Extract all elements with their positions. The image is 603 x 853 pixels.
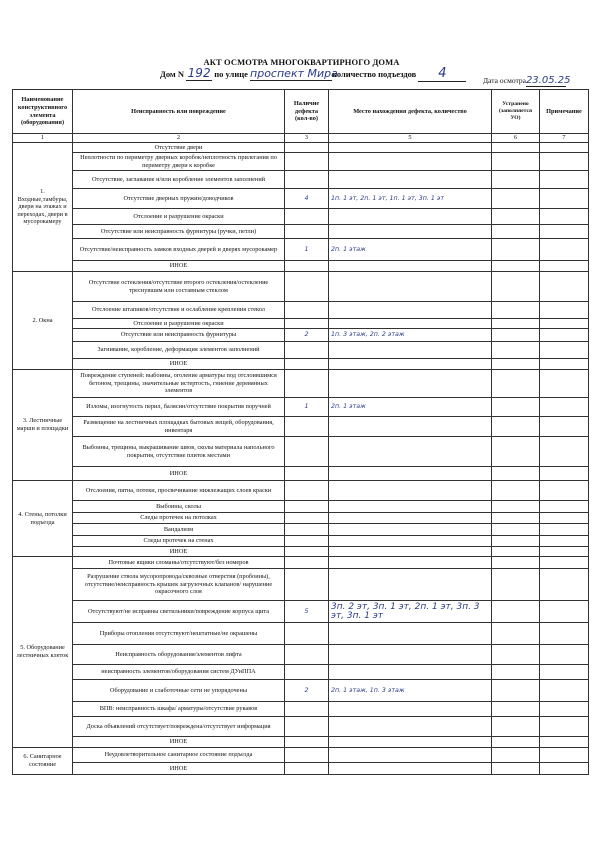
note-cell xyxy=(540,209,589,225)
defect-cell: Отсутствие/неисправность замков входных дверей и дверях мусорокамер xyxy=(73,239,285,261)
location-cell: 2п. 1 этаж, 1п. 3 этаж xyxy=(329,680,492,702)
count-cell xyxy=(285,171,329,189)
table-row xyxy=(13,601,589,623)
count-cell xyxy=(285,569,329,601)
table-row xyxy=(13,359,589,370)
count-cell xyxy=(285,143,329,153)
document-title: АКТ ОСМОТРА МНОГОКВАРТИРНОГО ДОМА xyxy=(203,57,400,67)
count-cell xyxy=(285,319,329,329)
fixed-cell xyxy=(492,209,540,225)
count-cell xyxy=(285,261,329,272)
location-cell xyxy=(329,665,492,680)
table-row xyxy=(13,370,589,398)
location-cell xyxy=(329,623,492,645)
location-cell xyxy=(329,417,492,437)
table-header-row xyxy=(13,90,589,134)
location-cell: 3п. 2 эт, 3п. 1 эт, 2п. 1 эт, 3п. 3 эт, 3п. 1 эт xyxy=(329,601,492,623)
fixed-cell xyxy=(492,645,540,665)
location-cell xyxy=(329,302,492,319)
entrances-value: 4 xyxy=(418,66,466,82)
defect-cell: Отсутствуют/не исправны светильники/повреждение корпуса щита xyxy=(73,601,285,623)
fixed-cell xyxy=(492,481,540,501)
defect-cell: Размещение на лестничных площадках бытовых вещей, оборудования, инвентаря xyxy=(73,417,285,437)
note-cell xyxy=(540,171,589,189)
fixed-cell xyxy=(492,623,540,645)
fixed-cell xyxy=(492,171,540,189)
column-number-row xyxy=(13,134,589,143)
table-row xyxy=(13,437,589,467)
fixed-cell xyxy=(492,302,540,319)
table-row xyxy=(13,702,589,717)
fixed-cell xyxy=(492,557,540,569)
table-row xyxy=(13,171,589,189)
table-row xyxy=(13,763,589,775)
count-cell: 1 xyxy=(285,239,329,261)
defect-cell: Вандализм xyxy=(73,524,285,536)
defect-cell: ИНОЕ xyxy=(73,467,285,481)
col-number: 5 xyxy=(329,134,492,143)
table-body xyxy=(13,143,589,775)
table-row xyxy=(13,189,589,209)
note-cell xyxy=(540,665,589,680)
location-cell: 2п. 1 этаж xyxy=(329,239,492,261)
count-cell: 5 xyxy=(285,601,329,623)
table-row xyxy=(13,680,589,702)
note-cell xyxy=(540,467,589,481)
defect-cell: Почтовые ящики сломаны/отсутствуют/без номеров xyxy=(73,557,285,569)
table-row xyxy=(13,239,589,261)
table-row xyxy=(13,272,589,302)
count-cell xyxy=(285,302,329,319)
note-cell xyxy=(540,153,589,171)
count-cell: 2 xyxy=(285,680,329,702)
location-cell xyxy=(329,225,492,239)
table-row xyxy=(13,209,589,225)
note-cell xyxy=(540,645,589,665)
note-cell xyxy=(540,717,589,737)
street-value: проспект Мира xyxy=(250,67,338,80)
defect-cell: Отсутствие, заглавание и/или коробление элементов заполнений xyxy=(73,171,285,189)
count-cell xyxy=(285,763,329,775)
note-cell xyxy=(540,319,589,329)
fixed-cell xyxy=(492,342,540,359)
table-row xyxy=(13,342,589,359)
fixed-cell xyxy=(492,717,540,737)
note-cell xyxy=(540,524,589,536)
count-cell xyxy=(285,153,329,171)
location-cell xyxy=(329,171,492,189)
note-cell xyxy=(540,569,589,601)
defect-cell: Следы протечек на стенах xyxy=(73,536,285,547)
location-cell xyxy=(329,272,492,302)
note-cell xyxy=(540,702,589,717)
location-cell: 1п. 1 эт, 2п. 1 эт, 1п. 1 эт, 3п. 1 эт xyxy=(329,189,492,209)
location-cell xyxy=(329,261,492,272)
count-cell xyxy=(285,501,329,513)
note-cell xyxy=(540,272,589,302)
fixed-cell xyxy=(492,501,540,513)
defect-cell: Отсутствие или неисправность фурнитуры xyxy=(73,329,285,342)
defects-table xyxy=(12,89,589,775)
fixed-cell xyxy=(492,319,540,329)
note-cell xyxy=(540,623,589,645)
defect-cell: Отслоения, пятна, потеки, просвечивание нижлежащих слоев краски xyxy=(73,481,285,501)
table-row xyxy=(13,143,589,153)
table-row xyxy=(13,536,589,547)
count-cell xyxy=(285,702,329,717)
fixed-cell xyxy=(492,359,540,370)
fixed-cell xyxy=(492,398,540,417)
note-cell xyxy=(540,547,589,557)
fixed-cell xyxy=(492,370,540,398)
fixed-cell xyxy=(492,702,540,717)
note-cell xyxy=(540,189,589,209)
section-name: 2. Окна xyxy=(13,272,73,370)
defect-cell: Изломы, изогнутость перил, балясин/отсутствие покрытия поручней xyxy=(73,398,285,417)
count-cell xyxy=(285,748,329,763)
table-row xyxy=(13,623,589,645)
note-cell xyxy=(540,481,589,501)
table-row xyxy=(13,645,589,665)
defect-cell: Приборы отопления отсутствуют/нештатные/не окрашены xyxy=(73,623,285,645)
fixed-cell xyxy=(492,329,540,342)
location-cell xyxy=(329,645,492,665)
count-cell xyxy=(285,370,329,398)
fixed-cell xyxy=(492,569,540,601)
note-cell xyxy=(540,342,589,359)
fixed-cell xyxy=(492,680,540,702)
count-cell xyxy=(285,623,329,645)
defect-cell: Неудовлетворительное санитарное состояние подъезда xyxy=(73,748,285,763)
defect-cell: ИНОЕ xyxy=(73,763,285,775)
note-cell xyxy=(540,513,589,524)
fixed-cell xyxy=(492,737,540,748)
fixed-cell xyxy=(492,748,540,763)
location-cell xyxy=(329,370,492,398)
table-row xyxy=(13,557,589,569)
note-cell xyxy=(540,536,589,547)
fixed-cell xyxy=(492,513,540,524)
defect-cell: Неплотности по периметру дверных коробок/неплотность прилегания по периметру двери к коробке xyxy=(73,153,285,171)
table-row xyxy=(13,153,589,171)
note-cell xyxy=(540,737,589,748)
table-row xyxy=(13,302,589,319)
count-cell xyxy=(285,665,329,680)
table-row xyxy=(13,481,589,501)
location-cell xyxy=(329,569,492,601)
table-row xyxy=(13,417,589,437)
count-cell: 4 xyxy=(285,189,329,209)
count-cell: 2 xyxy=(285,329,329,342)
defect-cell: Следы протечек на потолках xyxy=(73,513,285,524)
note-cell xyxy=(540,359,589,370)
entrances-label: количество подъездов xyxy=(332,69,417,79)
note-cell xyxy=(540,239,589,261)
fixed-cell xyxy=(492,143,540,153)
fixed-cell xyxy=(492,763,540,775)
fixed-cell xyxy=(492,547,540,557)
note-cell xyxy=(540,763,589,775)
table-row xyxy=(13,319,589,329)
count-cell xyxy=(285,467,329,481)
table-row xyxy=(13,748,589,763)
count-cell xyxy=(285,481,329,501)
section-name: 5. Оборудование лестничных клеток xyxy=(13,557,73,748)
defect-cell: ИНОЕ xyxy=(73,261,285,272)
count-cell: 1 xyxy=(285,398,329,417)
date-label: Дата осмотра xyxy=(483,76,526,85)
defect-cell: неисправность элементов/оборудования систем ДУиППА xyxy=(73,665,285,680)
col-number: 7 xyxy=(540,134,589,143)
fixed-cell xyxy=(492,225,540,239)
defect-cell: Отслоение и разрушение окраски xyxy=(73,319,285,329)
defect-cell: Отсутствие остекления/отсутствие второго остекления/остекление треснувшим или составным стеклом xyxy=(73,272,285,302)
fixed-cell xyxy=(492,261,540,272)
table-row xyxy=(13,513,589,524)
location-cell xyxy=(329,702,492,717)
note-cell xyxy=(540,501,589,513)
fixed-cell xyxy=(492,417,540,437)
location-cell xyxy=(329,143,492,153)
note-cell xyxy=(540,329,589,342)
defect-cell: ИНОЕ xyxy=(73,737,285,748)
col-number: 6 xyxy=(492,134,540,143)
location-cell xyxy=(329,501,492,513)
note-cell xyxy=(540,748,589,763)
count-cell xyxy=(285,536,329,547)
fixed-cell xyxy=(492,536,540,547)
location-cell xyxy=(329,524,492,536)
section-name: 4. Стены, потолки подъезда xyxy=(13,481,73,557)
defect-cell: Выбоины, трещины, выкрашивание швов, сколы материала напольного покрытия, отсутствие плиток местами xyxy=(73,437,285,467)
count-cell xyxy=(285,557,329,569)
fixed-cell xyxy=(492,272,540,302)
col-header-defect: Неисправность или повреждение xyxy=(73,90,285,134)
defect-cell: Отсутствие двери xyxy=(73,143,285,153)
fixed-cell xyxy=(492,153,540,171)
section-name: 6. Санитарное состояние xyxy=(13,748,73,775)
count-cell xyxy=(285,513,329,524)
location-cell xyxy=(329,748,492,763)
count-cell xyxy=(285,417,329,437)
col-header-element: Наименование конструктивного элемента (оборудования) xyxy=(13,90,73,134)
count-cell xyxy=(285,272,329,302)
col-header-note: Примечание xyxy=(540,90,589,134)
note-cell xyxy=(540,370,589,398)
house-info-line xyxy=(160,66,466,82)
location-cell xyxy=(329,359,492,370)
defect-cell: Доска объявлений отсутствует/повреждена/отсутствует информация xyxy=(73,717,285,737)
col-header-location: Место нахождения дефекта, количество xyxy=(329,90,492,134)
date-value: 23.05.25 xyxy=(525,75,571,86)
table-row xyxy=(13,261,589,272)
col-number: 1 xyxy=(13,134,73,143)
location-cell xyxy=(329,481,492,501)
table-row xyxy=(13,665,589,680)
location-cell xyxy=(329,342,492,359)
defect-cell: Загнивание, коробление, деформация элементов заполнений xyxy=(73,342,285,359)
location-cell xyxy=(329,437,492,467)
section-name: 3. Лестничные марши и площадки xyxy=(13,370,73,481)
count-cell xyxy=(285,359,329,370)
note-cell xyxy=(540,261,589,272)
note-cell xyxy=(540,225,589,239)
col-header-fixed: Устранено (заполняется УО) xyxy=(492,90,540,134)
fixed-cell xyxy=(492,239,540,261)
street-label: по улице xyxy=(214,69,248,79)
inspection-date xyxy=(483,75,571,87)
location-cell xyxy=(329,513,492,524)
col-number: 2 xyxy=(73,134,285,143)
table-row xyxy=(13,569,589,601)
defect-cell: Отсутствие или неисправность фурнитуры (ручки, петли) xyxy=(73,225,285,239)
defect-cell: Отслоение штапиков/отсутствие и ослабление крепления стекол xyxy=(73,302,285,319)
defect-cell: ВПВ: неисправность шкафа/ арматуры/отсутствие рукавов xyxy=(73,702,285,717)
house-number: 192 xyxy=(187,66,211,80)
count-cell xyxy=(285,209,329,225)
count-cell xyxy=(285,225,329,239)
note-cell xyxy=(540,143,589,153)
table-row xyxy=(13,329,589,342)
location-cell xyxy=(329,536,492,547)
count-cell xyxy=(285,342,329,359)
count-cell xyxy=(285,717,329,737)
note-cell xyxy=(540,437,589,467)
location-cell xyxy=(329,547,492,557)
location-cell xyxy=(329,763,492,775)
fixed-cell xyxy=(492,189,540,209)
defect-cell: Отслоение и разрушение окраски xyxy=(73,209,285,225)
note-cell xyxy=(540,302,589,319)
location-cell xyxy=(329,209,492,225)
count-cell xyxy=(285,437,329,467)
note-cell xyxy=(540,601,589,623)
count-cell xyxy=(285,645,329,665)
note-cell xyxy=(540,557,589,569)
location-cell xyxy=(329,319,492,329)
defect-cell: Оборудование и слаботочные сети не упорядочены xyxy=(73,680,285,702)
table-row xyxy=(13,737,589,748)
defect-cell: Повреждение ступеней: выбоины, оголение арматуры под отслоившимся бетоном, трещины, значительные истертость, гниение деревянных элементов xyxy=(73,370,285,398)
defect-cell: Неисправность оборудования/элементов лифта xyxy=(73,645,285,665)
table-row xyxy=(13,225,589,239)
count-cell xyxy=(285,547,329,557)
col-number: 3 xyxy=(285,134,329,143)
location-cell xyxy=(329,467,492,481)
table-row xyxy=(13,398,589,417)
location-cell: 1п. 3 этаж, 2п. 2 этаж xyxy=(329,329,492,342)
location-cell xyxy=(329,557,492,569)
note-cell xyxy=(540,417,589,437)
house-label: Дом N xyxy=(160,69,184,79)
defect-cell: Отсутствие дверных пружин/доводчиков xyxy=(73,189,285,209)
col-header-presence: Наличие дефекта (кол-во) xyxy=(285,90,329,134)
defect-cell: ИНОЕ xyxy=(73,547,285,557)
table-row xyxy=(13,501,589,513)
fixed-cell xyxy=(492,665,540,680)
location-cell xyxy=(329,153,492,171)
location-cell xyxy=(329,717,492,737)
table-row xyxy=(13,524,589,536)
defect-cell: ИНОЕ xyxy=(73,359,285,370)
note-cell xyxy=(540,680,589,702)
note-cell xyxy=(540,398,589,417)
fixed-cell xyxy=(492,524,540,536)
location-cell: 2п. 1 этаж xyxy=(329,398,492,417)
table-row xyxy=(13,547,589,557)
table-row xyxy=(13,467,589,481)
fixed-cell xyxy=(492,467,540,481)
fixed-cell xyxy=(492,437,540,467)
table-row xyxy=(13,717,589,737)
count-cell xyxy=(285,524,329,536)
section-name: 1. Входные,тамбуры, двери на этажах и переходах, двери в мусорокамеру xyxy=(13,143,73,272)
defect-cell: Разрушение ствола мусоропровода/сквозные отверстия (пробоины), отсутствие/неисправность крышек загрузочных клапанов/ нарушение окрасочного слоя xyxy=(73,569,285,601)
fixed-cell xyxy=(492,601,540,623)
location-cell xyxy=(329,737,492,748)
count-cell xyxy=(285,737,329,748)
defect-cell: Выбоины, сколы xyxy=(73,501,285,513)
